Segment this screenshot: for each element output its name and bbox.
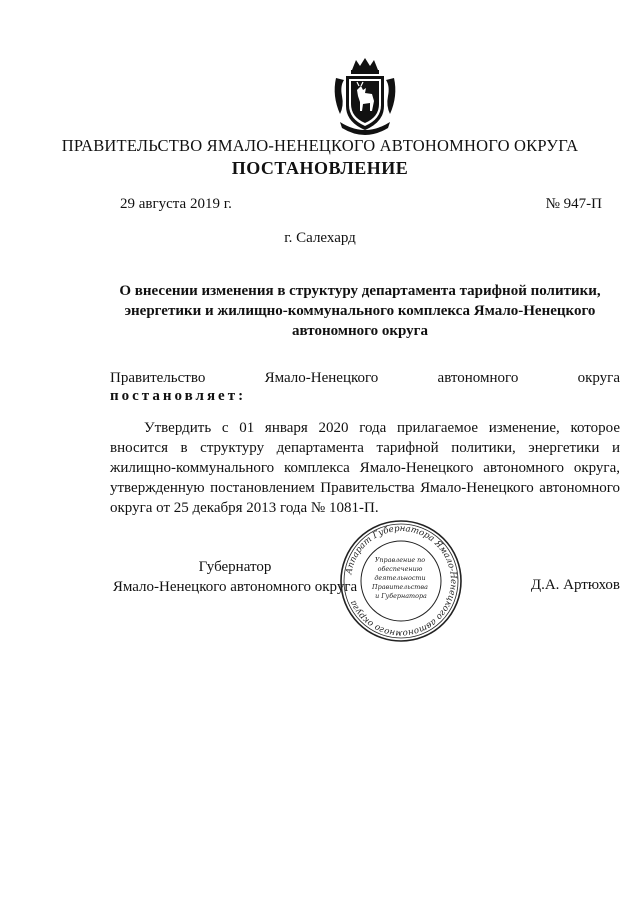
- signatory-title-line1: Губернатор: [198, 559, 272, 575]
- signatory-title-line2: Ямало-Ненецкого автономного округа: [112, 579, 358, 595]
- signatory-name: Д.А. Артюхов: [530, 577, 620, 593]
- decree-paragraph: Утвердить с 01 января 2020 года прилагаемое изменение, которое вносится в структуру департамента тарифной политики, энергетики и жилищно-коммунального комплекса Ямало-Ненецкого автономного округа, утвержденную постановлением Правительства Ямало-Ненецкого автономного округа от 25 декабря 2013 года № 1081-П.: [110, 420, 620, 516]
- document-number: № 947-П: [545, 196, 602, 212]
- organization-name: ПРАВИТЕЛЬСТВО ЯМАЛО-НЕНЕЦКОГО АВТОНОМНОГО ОКРУГА: [61, 136, 579, 155]
- document-city: г. Салехард: [284, 230, 356, 246]
- document-date: 29 августа 2019 г.: [120, 196, 232, 212]
- official-stamp: [338, 518, 464, 644]
- signatory-title: [110, 557, 360, 597]
- document-type: ПОСТАНОВЛЕНИЕ: [231, 158, 409, 178]
- intro-line: Правительство Ямало-Ненецкого автономного округа: [110, 370, 620, 386]
- stamp-outer-text: Аппарат Губернатора Ямало-Ненецкого автономного округа: [344, 523, 459, 639]
- decree-word: постановляет:: [110, 388, 247, 404]
- svg-text:Управление по обеспечени: Управление по обеспечению деятельности Правительства и Губернатора: [372, 556, 428, 600]
- coat-of-arms-icon: [330, 56, 400, 136]
- document-title: О внесении изменения в структуру департамента тарифной политики, энергетики и жилищно-коммунального комплекса Ямало-Ненецкого автономного округа: [119, 283, 601, 339]
